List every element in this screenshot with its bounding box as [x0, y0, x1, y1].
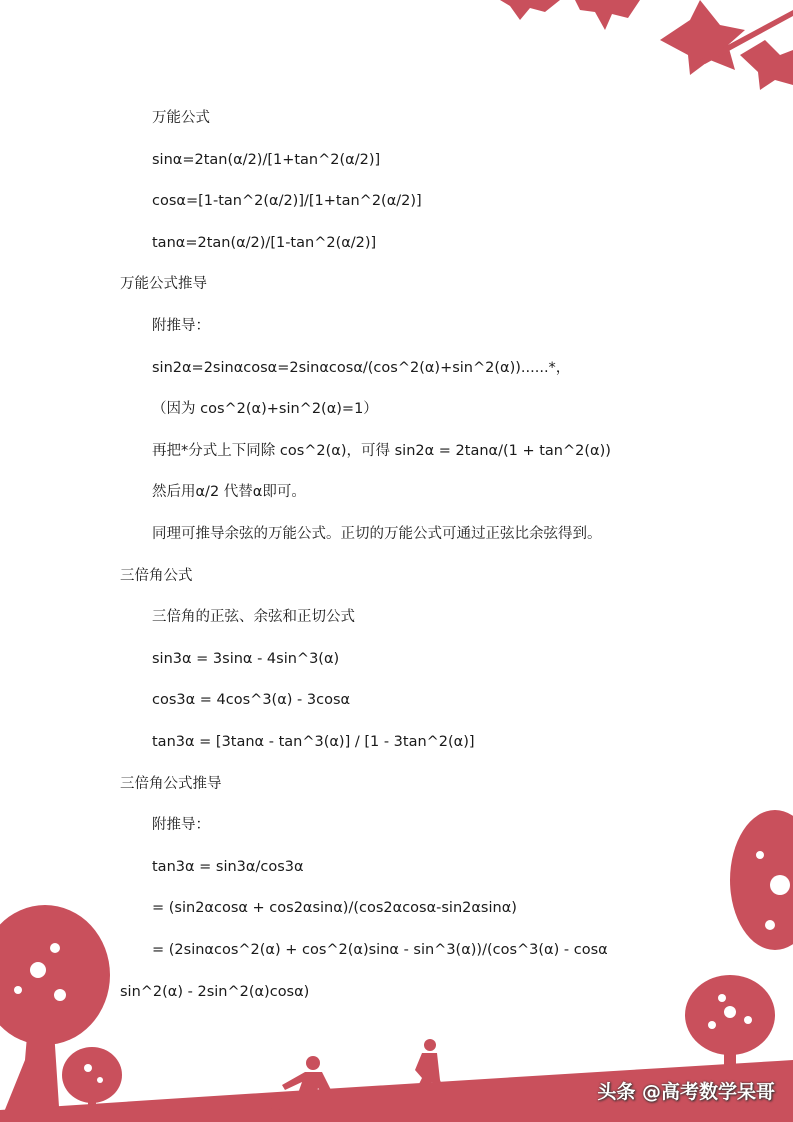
text-line: tan3α = [3tanα - tan^3(α)] / [1 - 3tan^2(α)]: [152, 734, 475, 750]
text-line: 三倍角的正弦、余弦和正切公式: [152, 609, 355, 626]
text-line: sin3α = 3sinα - 4sin^3(α): [152, 650, 340, 667]
text-line: sinα=2tan(α/2)/[1+tan^2(α/2)]: [152, 151, 381, 168]
text-line: 然后用α/2 代替α即可。: [152, 484, 306, 501]
section-heading: 三倍角公式推导: [120, 775, 222, 792]
text-line: tan3α = sin3α/cos3α: [152, 858, 304, 875]
section-heading: 三倍角公式: [120, 567, 193, 584]
text-line: tanα=2tan(α/2)/[1-tan^2(α/2)]: [152, 234, 377, 251]
text-line: 附推导：: [152, 318, 210, 334]
section-heading: 万能公式推导: [120, 276, 207, 293]
text-line: cosα=[1-tan^2(α/2)]/[1+tan^2(α/2)]: [152, 193, 422, 210]
tree-right-icon: [685, 810, 793, 1100]
text-line: = (sin2αcosα + cos2αsinα)/(cos2αcosα-sin2αsinα): [152, 900, 517, 917]
text-line: 再把*分式上下同除 cos^2(α)，可得 sin2α = 2tanα/(1 + tan^2(α)): [152, 442, 611, 459]
watermark: 头条 @高考数学呆哥: [597, 1081, 775, 1103]
text-line: = (2sinαcos^2(α) + cos^2(α)sinα - sin^3(α))/(cos^3(α) - cosα: [152, 942, 608, 958]
text-line: （因为 cos^2(α)+sin^2(α)=1）: [152, 401, 378, 418]
text-line: cos3α = 4cos^3(α) - 3cosα: [152, 692, 351, 709]
text-line: 同理可推导余弦的万能公式。正切的万能公式可通过正弦比余弦得到。: [152, 526, 602, 542]
text-line: 附推导：: [152, 817, 210, 834]
tree-left-icon: [0, 905, 122, 1122]
section-heading: sin^2(α) - 2sin^2(α)cosα): [120, 983, 310, 1000]
text-line: sin2α=2sinαcosα=2sinαcosα/(cos^2(α)+sin^2(α))......*，: [152, 359, 571, 376]
text-line: 万能公式: [152, 110, 210, 126]
maple-leaf-icon: [500, 0, 793, 90]
